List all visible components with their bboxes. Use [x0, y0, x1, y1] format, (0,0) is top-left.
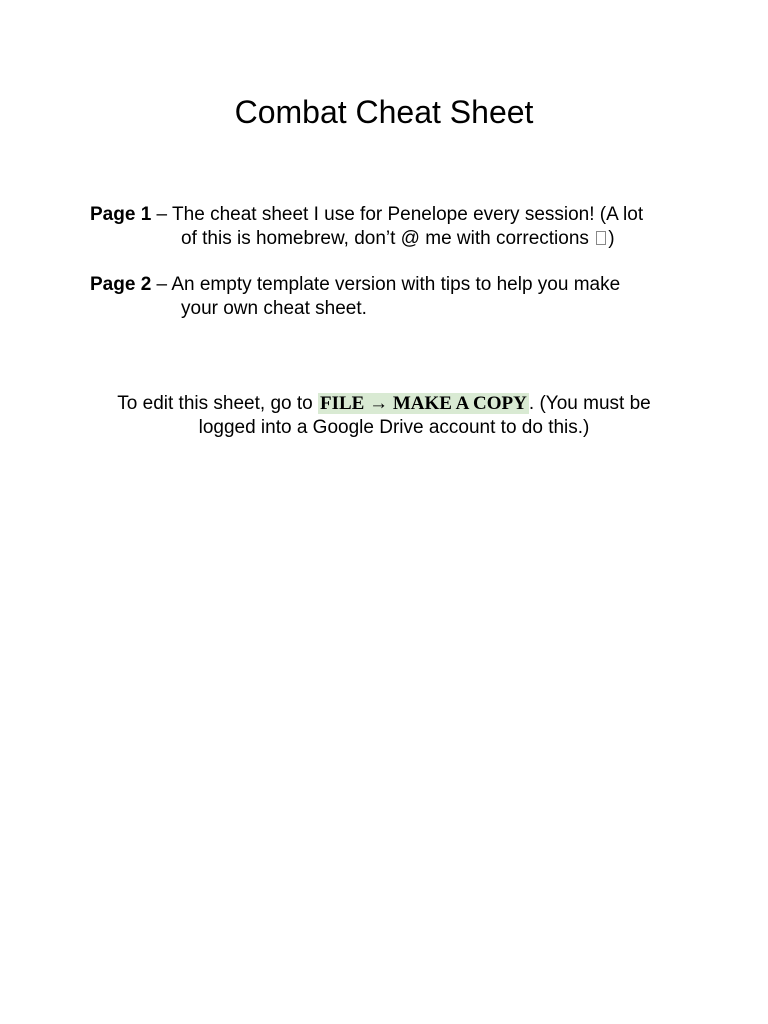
copy-instructions-suffix: . (You must be: [528, 393, 651, 414]
missing-emoji-icon: [596, 231, 606, 245]
page-1-separator: –: [151, 204, 173, 225]
page-1-label: Page 1: [90, 204, 152, 225]
page-2-separator: –: [151, 274, 172, 295]
page-2-text-line2: your own cheat sheet.: [181, 298, 367, 319]
page-title: Combat Cheat Sheet: [234, 94, 534, 130]
page-1-text-line2-end: ): [608, 228, 615, 249]
page-1-description: [90, 203, 690, 251]
page-1-text-line2: of this is homebrew, don’t @ me with corrections: [181, 228, 595, 249]
copy-instructions-prefix: To edit this sheet, go to: [117, 393, 318, 414]
page-2-text-line1: An empty template version with tips to help you make: [171, 274, 621, 295]
copy-instructions-line2: logged into a Google Drive account to do this.): [198, 417, 590, 438]
page-1-text-line1: The cheat sheet I use for Penelope every session! (A lot: [172, 204, 644, 225]
copy-instructions: [60, 392, 708, 440]
page-1-text-line2-wrap: [90, 227, 690, 251]
page-2-label: Page 2: [90, 274, 152, 295]
page-2-description: [90, 273, 690, 321]
make-a-copy-highlight: FILE → MAKE A COPY: [319, 393, 527, 414]
